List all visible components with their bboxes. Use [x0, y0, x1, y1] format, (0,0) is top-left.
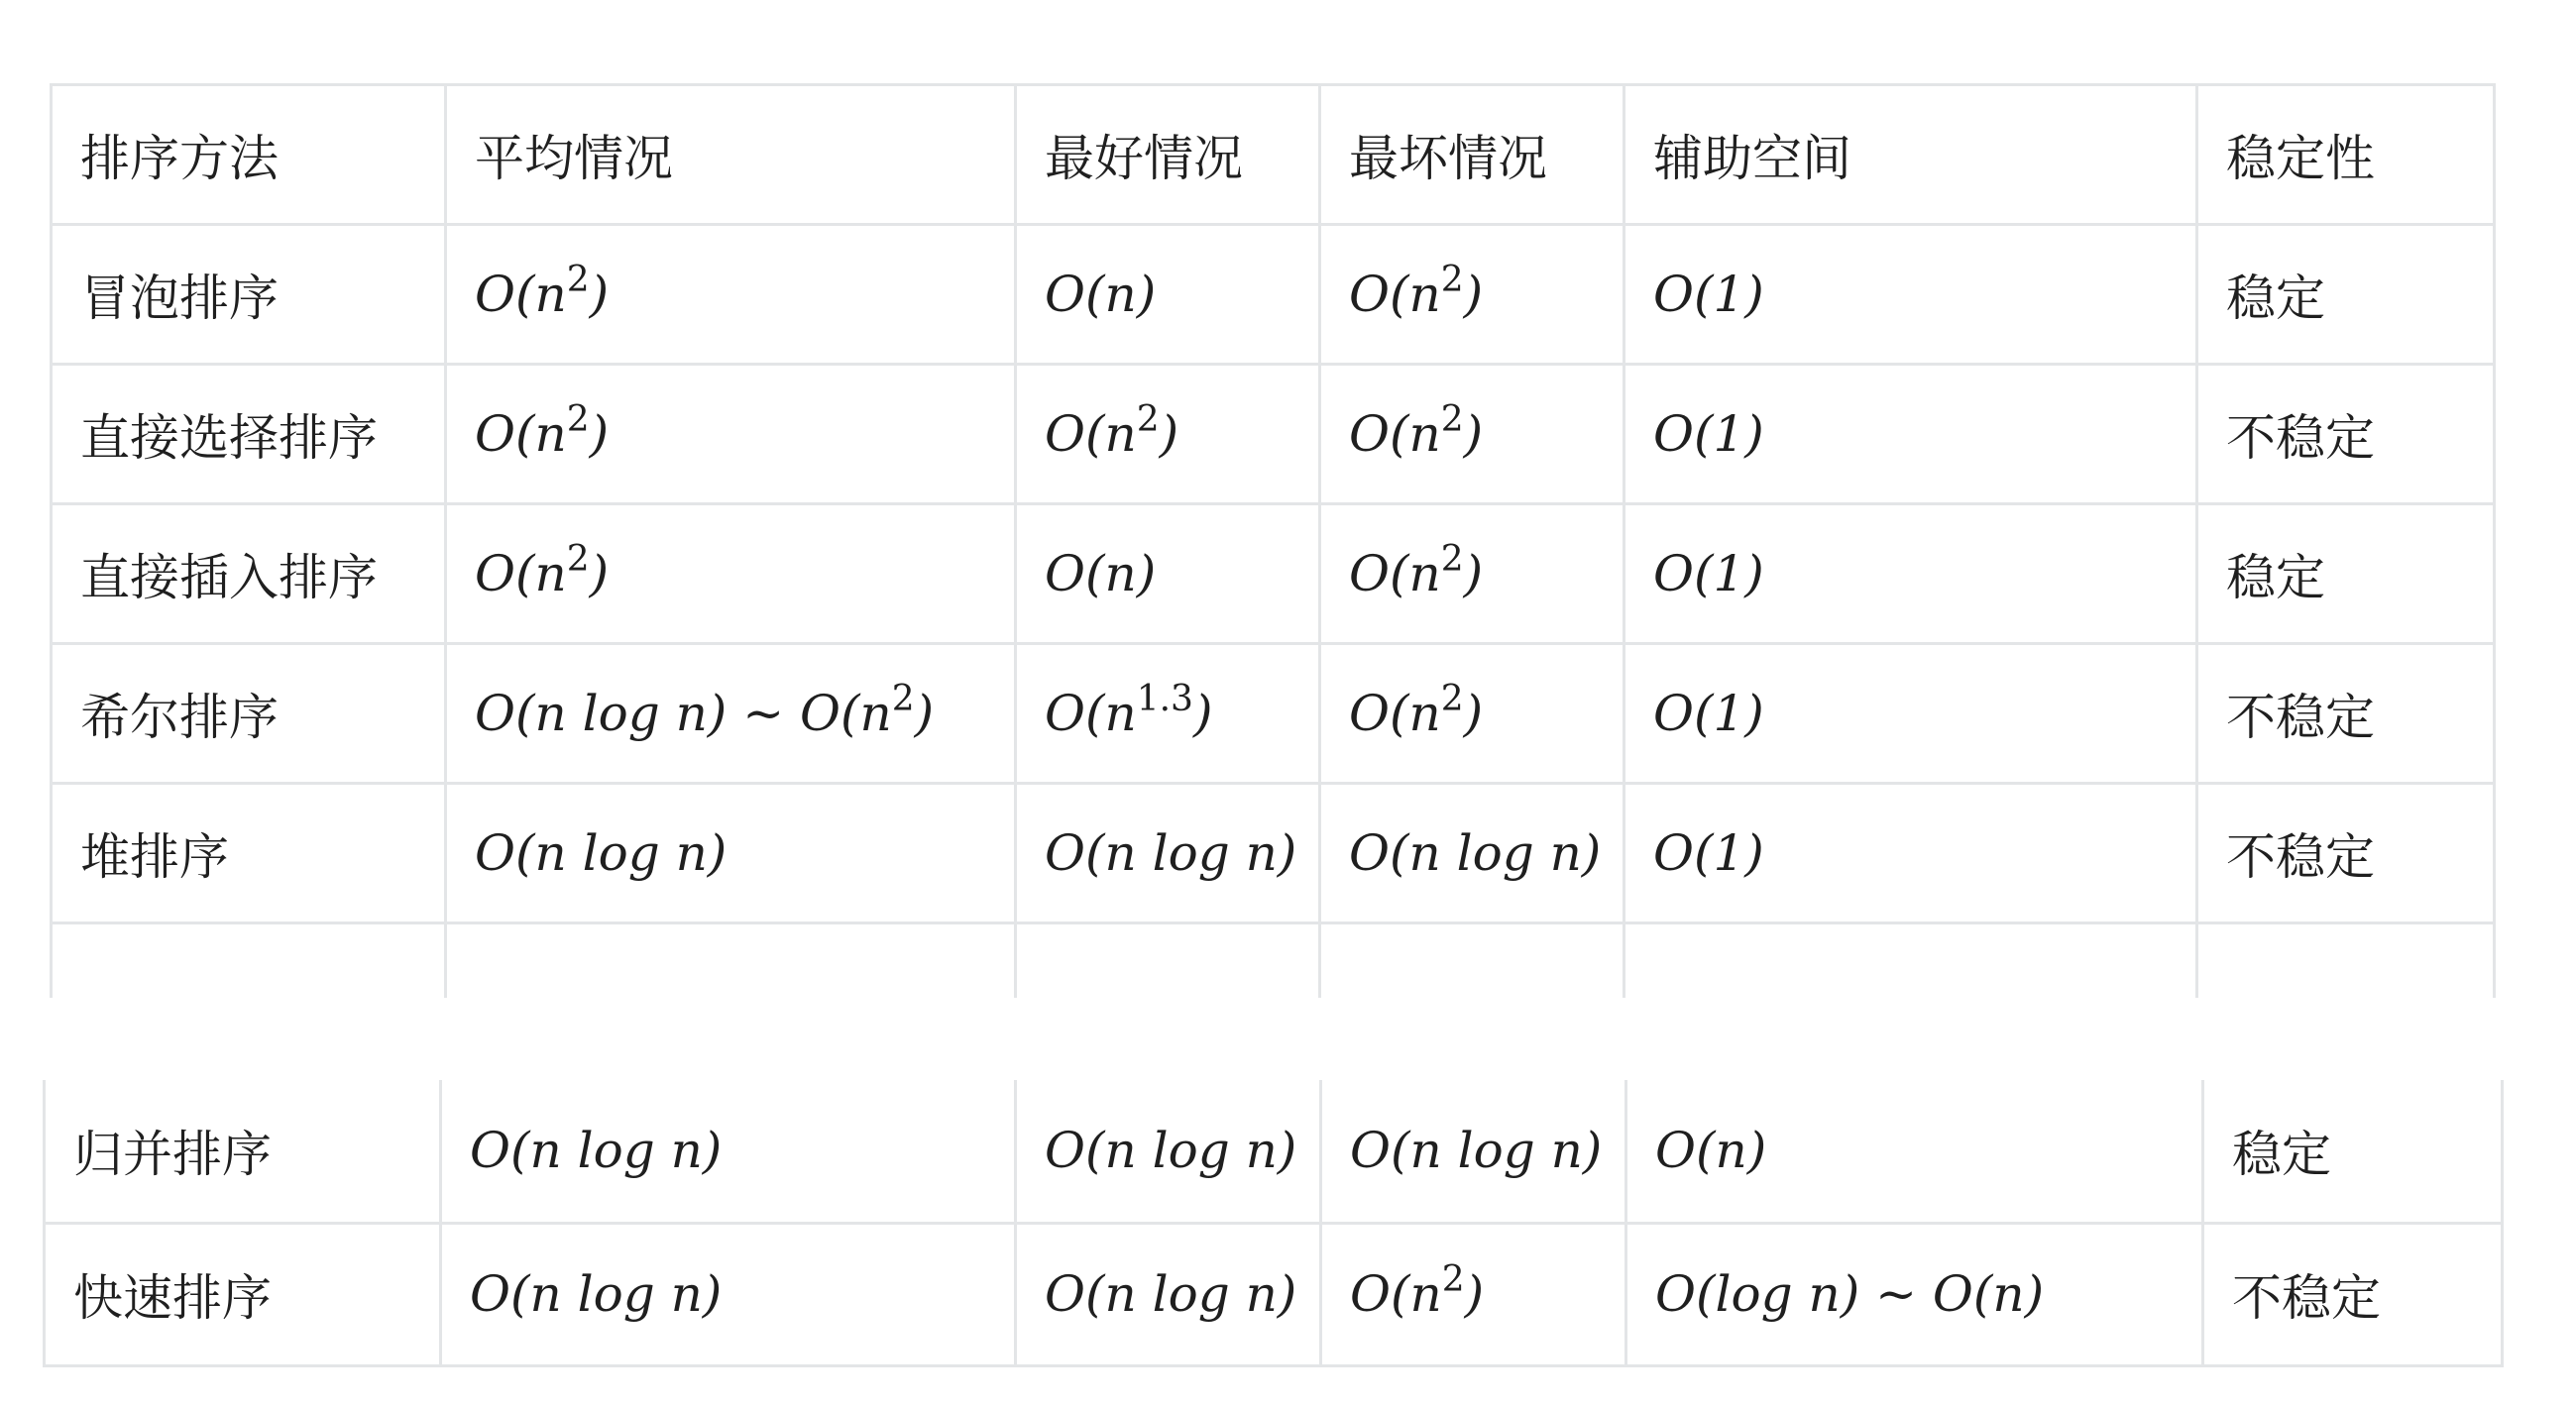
method-cell: 堆排序: [52, 784, 446, 923]
empty-cell: [52, 923, 446, 998]
best-case-cell: [1016, 1080, 1321, 1223]
complexity-expression: O(1): [1653, 405, 1764, 463]
auxiliary-space-cell: [1624, 225, 2197, 365]
complexity-expression: O(n): [1045, 545, 1157, 602]
complexity-expression: $O(n^2)$: [475, 399, 610, 463]
complexity-expression: O(n log n): [470, 1122, 723, 1180]
complexity-expression: O(1): [1653, 685, 1764, 742]
sorting-complexity-table-bottom: [43, 1080, 2504, 1367]
complexity-expression: $O(n^2)$: [1349, 679, 1484, 742]
table-row: [52, 784, 2495, 923]
header-stability: 稳定性: [2197, 85, 2495, 225]
auxiliary-space-cell: [1624, 784, 2197, 923]
header-average-case: 平均情况: [446, 85, 1016, 225]
empty-cell: [1016, 923, 1320, 998]
complexity-expression: $O(n^2)$: [475, 539, 610, 602]
worst-case-cell: [1321, 1223, 1626, 1365]
auxiliary-space-cell: [1624, 365, 2197, 504]
complexity-expression: $O(n^2)$: [1349, 399, 1484, 463]
worst-case-cell: [1320, 225, 1624, 365]
complexity-expression: O(n): [1045, 266, 1157, 323]
header-row: [52, 85, 2495, 225]
auxiliary-space-cell: [1624, 644, 2197, 784]
best-case-cell: [1016, 1223, 1321, 1365]
complexity-expression: O(n log n): [1349, 824, 1602, 882]
complexity-expression: $O(n^2)$: [475, 260, 610, 323]
empty-cell: [1624, 923, 2197, 998]
complexity-expression: O(log n) ~ O(n): [1655, 1265, 2045, 1323]
complexity-expression: $O(n^{1.3})$: [1045, 679, 1213, 742]
table-row: [45, 1223, 2503, 1365]
table-row: [52, 365, 2495, 504]
complexity-expression: $O(n^2)$: [1045, 399, 1179, 463]
worst-case-cell: [1320, 504, 1624, 644]
empty-cell: [446, 923, 1016, 998]
header-auxiliary-space: 辅助空间: [1624, 85, 2197, 225]
complexity-expression: $O(n^2)$: [1350, 1259, 1485, 1323]
worst-case-cell: [1320, 365, 1624, 504]
header-worst-case: 最坏情况: [1320, 85, 1624, 225]
stability-cell: 不稳定: [2197, 644, 2495, 784]
complexity-expression: O(n log n): [475, 824, 728, 882]
best-case-cell: [1016, 504, 1320, 644]
worst-case-cell: [1320, 644, 1624, 784]
empty-cell: [1320, 923, 1624, 998]
method-cell: 直接插入排序: [52, 504, 446, 644]
complexity-expression: O(1): [1653, 545, 1764, 602]
average-case-cell: [446, 225, 1016, 365]
average-case-cell: [446, 784, 1016, 923]
empty-row-fragment: [52, 923, 2495, 998]
table-row: [52, 644, 2495, 784]
average-case-cell: [446, 365, 1016, 504]
complexity-expression: $O(n^2)$: [1349, 260, 1484, 323]
complexity-expression: O(n): [1655, 1122, 1767, 1180]
complexity-expression: O(n log n): [1045, 824, 1297, 882]
sorting-complexity-table-top: [50, 83, 2496, 998]
average-case-cell: [446, 644, 1016, 784]
complexity-expression: O(n log n): [1045, 1122, 1297, 1180]
stability-cell: 稳定: [2203, 1080, 2503, 1223]
stability-cell: 不稳定: [2203, 1223, 2503, 1365]
complexity-expression: O(n log n): [1045, 1265, 1297, 1323]
table-row: [52, 225, 2495, 365]
complexity-expression: O(n log n) ~ $O(n^2)$: [475, 679, 935, 742]
best-case-cell: [1016, 225, 1320, 365]
complexity-expression: O(n log n): [1350, 1122, 1603, 1180]
best-case-cell: [1016, 644, 1320, 784]
auxiliary-space-cell: [1624, 504, 2197, 644]
stability-cell: 稳定: [2197, 504, 2495, 644]
complexity-expression: $O(n^2)$: [1349, 539, 1484, 602]
empty-cell: [2197, 923, 2495, 998]
method-cell: 直接选择排序: [52, 365, 446, 504]
worst-case-cell: [1320, 784, 1624, 923]
average-case-cell: [441, 1223, 1016, 1365]
stability-cell: 不稳定: [2197, 784, 2495, 923]
complexity-expression: O(n log n): [470, 1265, 723, 1323]
stability-cell: 稳定: [2197, 225, 2495, 365]
method-cell: 归并排序: [45, 1080, 441, 1223]
auxiliary-space-cell: [1626, 1223, 2203, 1365]
average-case-cell: [446, 504, 1016, 644]
method-cell: 冒泡排序: [52, 225, 446, 365]
stability-cell: 不稳定: [2197, 365, 2495, 504]
method-cell: 快速排序: [45, 1223, 441, 1365]
best-case-cell: [1016, 365, 1320, 504]
header-sort-method: 排序方法: [52, 85, 446, 225]
table-row: [52, 504, 2495, 644]
average-case-cell: [441, 1080, 1016, 1223]
auxiliary-space-cell: [1626, 1080, 2203, 1223]
complexity-expression: O(1): [1653, 824, 1764, 882]
header-best-case: 最好情况: [1016, 85, 1320, 225]
table-row: [45, 1080, 2503, 1223]
method-cell: 希尔排序: [52, 644, 446, 784]
complexity-expression: O(1): [1653, 266, 1764, 323]
worst-case-cell: [1321, 1080, 1626, 1223]
best-case-cell: [1016, 784, 1320, 923]
